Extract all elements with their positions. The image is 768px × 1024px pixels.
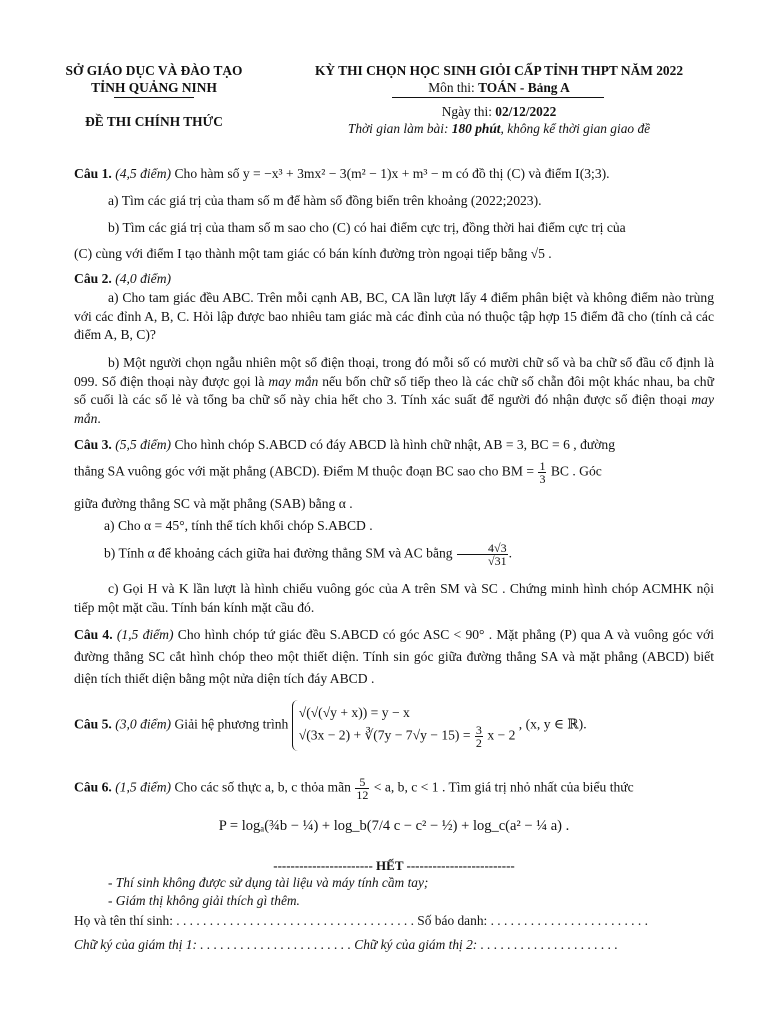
footer-note-1: - Thí sinh không được sử dụng tài liệu và máy tính cầm tay; bbox=[108, 875, 429, 890]
q3-label: Câu 3. bbox=[74, 437, 112, 452]
q1-label: Câu 1. bbox=[74, 166, 112, 181]
q3-stem1: Cho hình chóp S.ABCD có đáy ABCD là hình chữ nhật, AB = 3, BC = 6 , đường bbox=[174, 437, 616, 452]
exam-type: ĐỀ THI CHÍNH THỨC bbox=[85, 114, 223, 129]
date-line bbox=[270, 104, 728, 120]
q2-label: Câu 2. bbox=[74, 271, 112, 286]
question-1b-line1: b) Tìm các giá trị của tham số m sao cho (C) có hai điểm cực trị, đồng thời hai điểm cực trị của bbox=[108, 220, 626, 235]
question-1b-line2: (C) cùng với điểm I tạo thành một tam giác có bán kính đường tròn ngoại tiếp bằng √5 . bbox=[74, 246, 552, 261]
question-1a: a) Tìm các giá trị của tham số m để hàm số đồng biến trên khoảng (2022;2023). bbox=[108, 193, 542, 208]
time-line bbox=[270, 121, 728, 137]
q3-frac-den: 3 bbox=[539, 472, 546, 486]
question-4 bbox=[74, 624, 714, 690]
q5-eq1: √(√(√y + x)) = y − x bbox=[298, 705, 410, 720]
q2b-italic1: may mắn bbox=[268, 373, 319, 389]
header-left-rule bbox=[114, 97, 194, 98]
q5-frac-num: 3 bbox=[475, 723, 482, 737]
q6-fraction bbox=[355, 776, 369, 801]
footer-note-2: - Giám thị không giải thích gì thêm. bbox=[108, 893, 300, 908]
time-note: , không kể thời gian giao đề bbox=[500, 121, 651, 136]
q6-label: Câu 6. bbox=[74, 779, 112, 795]
question-3-stem-line2 bbox=[74, 460, 714, 485]
q6-formula: P = logₐ(¾b − ¼) + log_b(7/4 c − c² − ½) + log_c(a² − ¼ a) . bbox=[218, 818, 570, 834]
question-3a: a) Cho α = 45°, tính thể tích khối chóp S.ABCD . bbox=[104, 518, 373, 533]
subject-line bbox=[270, 79, 728, 96]
issuer-block bbox=[40, 62, 268, 96]
q5-label: Câu 5. bbox=[74, 716, 112, 732]
question-2-heading bbox=[74, 271, 714, 287]
dept-line1: SỞ GIÁO DỤC VÀ ĐÀO TẠO bbox=[65, 63, 243, 78]
q5-eq2-post: x − 2 bbox=[487, 727, 516, 743]
q1-stem-text: Cho hàm số y = −x³ + 3mx² − 3(m² − 1)x + m³ − m có đồ thị (C) và điểm I(3;3). bbox=[174, 166, 610, 181]
q2b-part2: nếu bốn chữ số tiếp theo là các chữ số chẵn đôi một khác nhau, ba chữ số cuối là các số lẻ và tổng ba chữ số này chia hết cho 3. Tính xác suất để người đó nhận được số điện thoại bbox=[74, 373, 714, 407]
candidate-info-line: Họ và tên thí sinh: . . . . . . . . . . . . . . . . . . . . . . . . . . . . . . . . . . . . Số báo danh: . . . . . . . . . . . . . . . . . . . . . . . . bbox=[74, 913, 648, 928]
proctor-signature-line: Chữ ký của giám thị 1: . . . . . . . . . . . . . . . . . . . . . . . Chữ ký của giám thị 2: . . . . . . . . . . . . . . . . . . . . . bbox=[74, 937, 618, 952]
exam-info-block bbox=[270, 62, 728, 96]
dept-line2: TỈNH QUẢNG NINH bbox=[91, 80, 217, 95]
q3b-pre: b) Tính α để khoảng cách giữa hai đường thẳng SM và AC bằng bbox=[104, 545, 453, 561]
q5-points: (3,0 điểm) bbox=[115, 716, 172, 732]
exam-title: KỲ THI CHỌN HỌC SINH GIỎI CẤP TỈNH THPT NĂM 2022 bbox=[314, 63, 684, 78]
header-right-rule bbox=[392, 97, 604, 98]
question-1-stem bbox=[74, 166, 714, 182]
q2b-part1: b) Một người chọn ngẫu nhiên một số điện thoại, trong đó mỗi số có mười chữ số và ba chữ số đầu cố định là 099. Số điện thoại này được gọi là bbox=[74, 355, 714, 389]
subject-board: - Bảng A bbox=[516, 80, 570, 95]
q5-frac-den: 2 bbox=[475, 736, 482, 750]
q5-equation-system bbox=[292, 700, 516, 751]
q5-eq2-pre: √(3x − 2) + ∛(7y − 7√y − 15) = bbox=[298, 727, 471, 743]
q3b-frac-num: 4√3 bbox=[457, 542, 508, 555]
q4-text: Cho hình chóp tứ giác đều S.ABCD có góc ASC < 90° . Mặt phẳng (P) qua A và vuông góc với đường thẳng SC cắt hình chóp theo một thiết diện. Tính sin góc giữa đường thẳng SA và mặt phẳng (ABCD) biết diện tích thiết diện bằng một nửa diện tích đáy ABCD . bbox=[74, 627, 714, 686]
question-3c: c) Gọi H và K lần lượt là hình chiếu vuông góc của A trên SM và SC . Chứng minh hình chóp ACMHK nội tiếp một mặt cầu. Tính bán kính mặt cầu đó. bbox=[74, 581, 714, 615]
q5-eq2 bbox=[299, 724, 516, 749]
q3b-frac-den: √31 bbox=[487, 554, 507, 568]
question-3b bbox=[74, 542, 714, 567]
date-label: Ngày thi: bbox=[441, 104, 496, 119]
q1-points: (4,5 điểm) bbox=[115, 166, 172, 181]
question-6-stem bbox=[74, 776, 714, 801]
question-2a: a) Cho tam giác đều ABC. Trên mỗi cạnh AB, BC, CA lần lượt lấy 4 điểm phân biệt và không điểm nào trùng với các đỉnh A, B, C. Hỏi lập được bao nhiêu tam giác mà các đỉnh của nó thuộc tập hợp 15 điểm đã cho (tính cả các điểm A, B, C)? bbox=[74, 290, 714, 342]
q2-points: (4,0 điểm) bbox=[115, 271, 172, 286]
question-5 bbox=[74, 700, 714, 751]
q5-intro: Giải hệ phương trình bbox=[174, 716, 289, 732]
q5-domain: , (x, y ∈ ℝ). bbox=[518, 716, 587, 732]
subject-label: Môn thi: bbox=[428, 80, 479, 95]
q6-points: (1,5 điểm) bbox=[115, 779, 172, 795]
q4-points: (1,5 điểm) bbox=[116, 627, 174, 642]
time-label: Thời gian làm bài: bbox=[347, 121, 452, 136]
q5-eq2-fraction bbox=[475, 724, 483, 749]
subject-value: TOÁN bbox=[478, 80, 517, 95]
q6-frac-den: 12 bbox=[356, 788, 369, 802]
q3b-fraction bbox=[457, 542, 508, 567]
q4-label: Câu 4. bbox=[74, 627, 113, 642]
date-value: 02/12/2022 bbox=[495, 104, 557, 119]
q3-frac-num: 1 bbox=[539, 459, 546, 473]
q3-stem2-pre: thẳng SA vuông góc với mặt phẳng (ABCD). Điểm M thuộc đoạn BC sao cho BM = bbox=[74, 463, 535, 479]
question-3-stem-line3: giữa đường thẳng SC và mặt phẳng (SAB) bằng α . bbox=[74, 496, 353, 511]
end-marker: ----------------------- HẾT ------------------------- bbox=[273, 858, 515, 873]
q6-stem-post: < a, b, c < 1 . Tìm giá trị nhỏ nhất của biểu thức bbox=[373, 779, 634, 795]
q2b-italic2: may mắn bbox=[74, 392, 714, 426]
time-value: 180 phút bbox=[451, 121, 501, 136]
question-2b bbox=[74, 354, 714, 428]
question-3-stem-line1 bbox=[74, 437, 714, 453]
q2b-end: . bbox=[97, 410, 101, 426]
q6-stem-pre: Cho các số thực a, b, c thỏa mãn bbox=[174, 779, 351, 795]
q3b-post: . bbox=[508, 545, 512, 561]
q3-fraction bbox=[538, 460, 546, 485]
q3-stem2-post: BC . Góc bbox=[550, 463, 602, 479]
q3-points: (5,5 điểm) bbox=[115, 437, 172, 452]
q6-frac-num: 5 bbox=[355, 776, 369, 789]
